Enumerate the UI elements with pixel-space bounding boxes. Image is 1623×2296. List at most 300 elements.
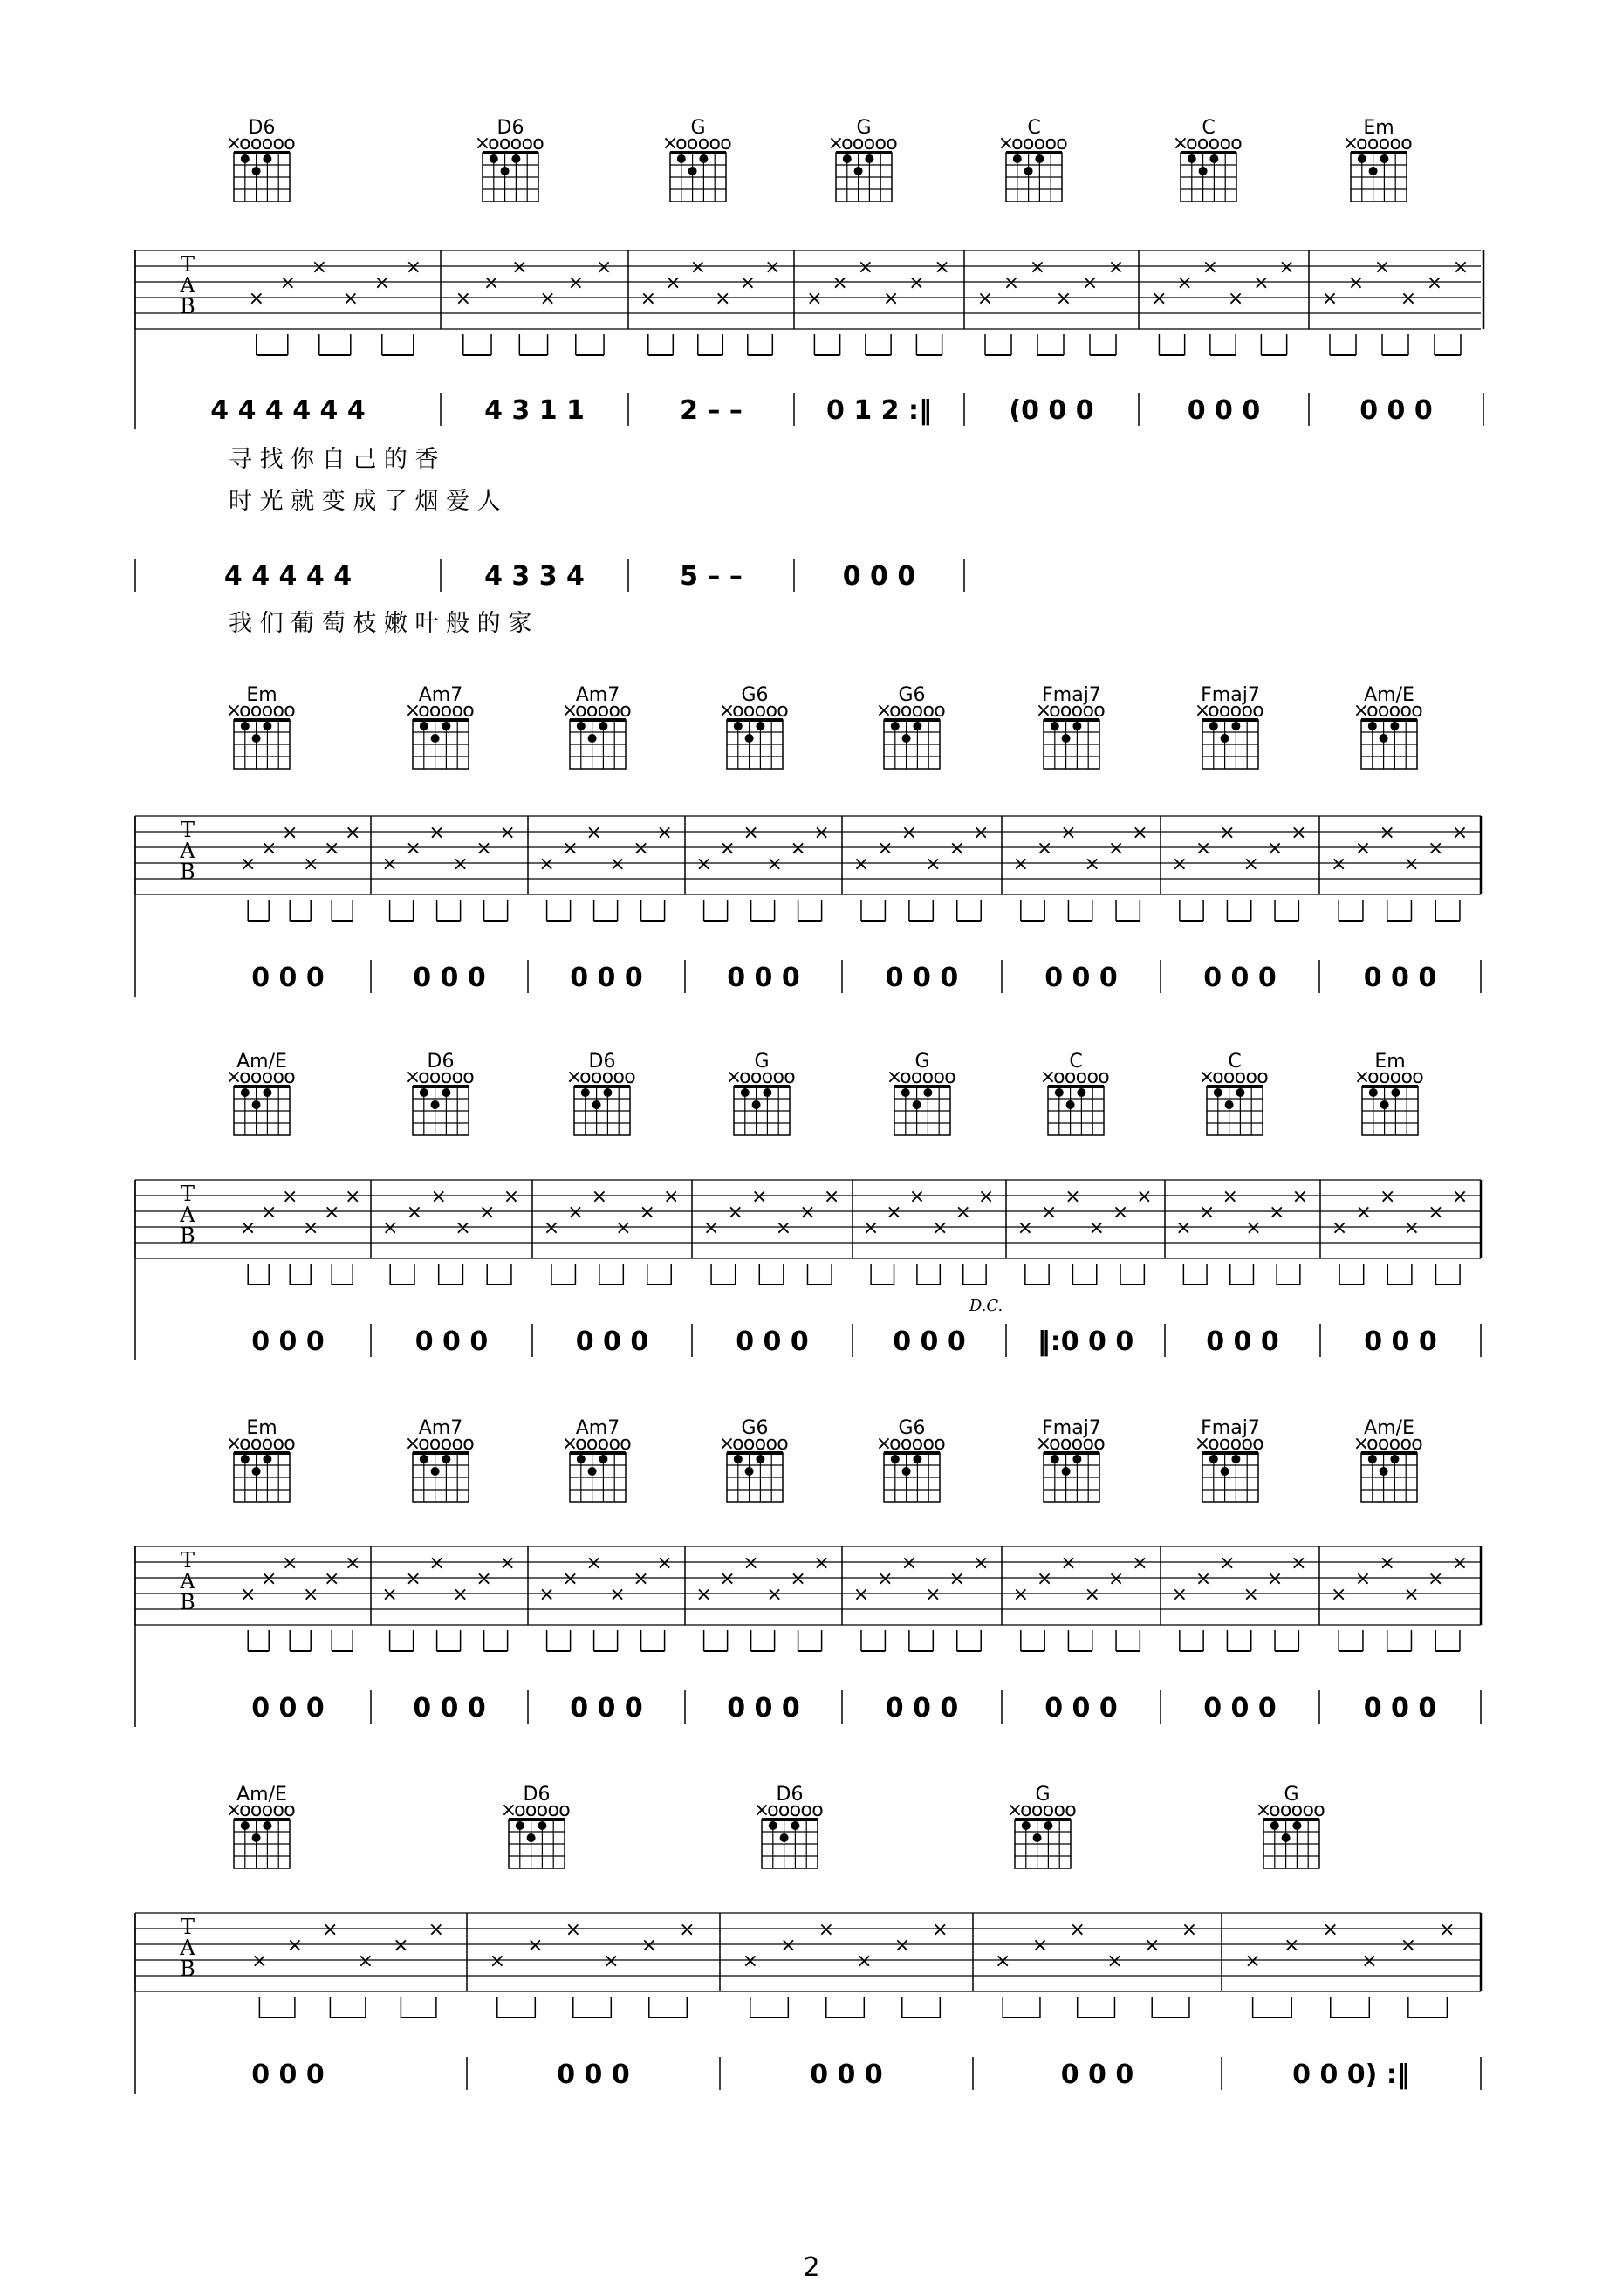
notation-measure: 0 0 0: [413, 963, 486, 993]
chord-dot: [1368, 1455, 1377, 1463]
tab-strum-mark: ×: [818, 1919, 835, 1941]
tab-strum-mark: ×: [976, 288, 994, 310]
chord-name: Fmaj7: [1042, 684, 1101, 706]
chord-dot: [263, 1088, 271, 1097]
chord-open-mark: o: [272, 1799, 284, 1821]
chord-diagram: [405, 1433, 475, 1502]
chord-dot: [1062, 734, 1071, 743]
chord-open-mark: o: [1208, 700, 1220, 722]
tab-strum-mark: ×: [281, 822, 298, 844]
chord-open-mark: o: [739, 1066, 751, 1088]
tab-strum-mark: ×: [1331, 1217, 1348, 1239]
chord-open-mark: o: [1098, 1066, 1110, 1088]
chord-dot: [431, 1467, 440, 1476]
tab-strum-mark: ×: [901, 1552, 918, 1574]
chord-open-mark: ×: [561, 700, 579, 722]
chord-diagram: [726, 1066, 796, 1135]
tab-strum-mark: ×: [1253, 272, 1270, 294]
tab-strum-mark: ×: [430, 1186, 447, 1208]
chord-diagram: [475, 133, 544, 202]
chord-open-mark: o: [1212, 1066, 1224, 1088]
tab-strum-mark: ×: [1403, 1217, 1421, 1239]
chord-diagram: [226, 1433, 296, 1502]
tab-strum-mark: ×: [281, 1186, 298, 1208]
chord-dot: [1209, 1455, 1218, 1463]
page-number: 2: [803, 2252, 820, 2283]
tab-strum-mark: ×: [1036, 838, 1053, 860]
chord-diagram: [1256, 1799, 1325, 1868]
chord-diagram: [405, 700, 475, 769]
tab-clef-letter: B: [180, 1957, 195, 1981]
notation-measure: 0 0 0: [1203, 963, 1277, 993]
chord-diagram: [226, 133, 296, 202]
tab-strum-mark: ×: [948, 1568, 965, 1590]
chord-open-mark: o: [777, 1433, 789, 1455]
tab-strum-mark: ×: [908, 272, 925, 294]
chord-diagram: [226, 1799, 296, 1868]
chord-name: G6: [898, 1417, 926, 1439]
chord-open-mark: o: [250, 1799, 263, 1821]
chord-open-mark: o: [1252, 700, 1264, 722]
tab-strum-mark: ×: [344, 822, 361, 844]
chord-open-mark: o: [428, 1433, 442, 1455]
tab-strum-mark: ×: [1219, 1552, 1236, 1574]
tab-strum-mark: ×: [478, 1202, 496, 1223]
chord-open-mark: o: [1093, 700, 1106, 722]
tab-strum-mark: ×: [1112, 1202, 1129, 1223]
chord-dot: [891, 1455, 900, 1463]
tab-strum-mark: ×: [251, 1950, 268, 1972]
chord-dot: [1072, 1455, 1081, 1463]
chord-diagram: [662, 133, 732, 202]
tab-strum-mark: ×: [1379, 1552, 1395, 1574]
chord-open-mark: o: [418, 700, 430, 722]
tab-strum-mark: ×: [615, 1217, 632, 1239]
chord-open-mark: o: [586, 1433, 599, 1455]
tab-clef-letter: T: [180, 818, 195, 842]
tab-strum-mark: ×: [1107, 257, 1125, 278]
chord-name: G: [1284, 1784, 1299, 1806]
chord-open-mark: o: [777, 700, 789, 722]
chord-open-mark: ×: [997, 133, 1015, 154]
chord-open-mark: o: [575, 700, 587, 722]
notation-measure: 0 0 0: [413, 1693, 486, 1724]
chord-open-mark: o: [284, 1066, 296, 1088]
tab-strum-mark: ×: [853, 1584, 870, 1606]
chord-open-mark: o: [1049, 700, 1061, 722]
tab-strum-mark: ×: [455, 288, 472, 310]
notation-measure: 0 0 0: [251, 963, 325, 993]
notation-measure: 0 0 0: [736, 1326, 809, 1357]
chord-open-mark: o: [575, 1433, 587, 1455]
chord-dot: [891, 722, 900, 730]
chord-open-mark: o: [451, 700, 463, 722]
chord-open-mark: o: [261, 1433, 274, 1455]
chord-open-mark: o: [1400, 700, 1412, 722]
tab-strum-mark: ×: [1065, 1186, 1081, 1208]
chord-dot: [1051, 1455, 1059, 1463]
tab-strum-mark: ×: [656, 1552, 673, 1574]
chord-open-mark: o: [863, 133, 876, 154]
chord-dot: [241, 1088, 250, 1097]
chord-open-mark: o: [613, 1066, 625, 1088]
chord-dot: [516, 1821, 524, 1830]
chord-dot: [913, 1100, 921, 1109]
chord-open-mark: o: [886, 133, 898, 154]
tab-strum-mark: ×: [1428, 1202, 1444, 1223]
tab-clef-letter: A: [180, 1203, 195, 1227]
chord-dot: [263, 154, 271, 163]
chord-open-mark: o: [720, 133, 732, 154]
tab-strum-mark: ×: [239, 1584, 257, 1606]
chord-open-mark: o: [1075, 1066, 1088, 1088]
tab-strum-mark: ×: [511, 257, 528, 278]
chord-open-mark: o: [709, 133, 721, 154]
tab-strum-mark: ×: [639, 1202, 655, 1223]
chord-diagram: [876, 700, 946, 769]
tab-strum-mark: ×: [894, 1935, 911, 1957]
chord-dot: [1199, 167, 1208, 175]
chord-dot: [1390, 1455, 1399, 1463]
notation-measure: 5 – –: [680, 561, 743, 592]
chord-dot: [1055, 1088, 1064, 1097]
tab-strum-mark: ×: [813, 822, 830, 844]
chord-open-mark: o: [1366, 1433, 1379, 1455]
numbered-notation-row: [251, 960, 1481, 993]
chord-open-mark: o: [462, 1066, 475, 1088]
chord-open-mark: o: [1234, 1066, 1247, 1088]
chord-name: Am/E: [1364, 684, 1414, 706]
tab-strum-mark: ×: [766, 853, 783, 875]
tab-strum-mark: ×: [405, 257, 422, 278]
tab-strum-mark: ×: [483, 272, 500, 294]
chord-diagram: [754, 1799, 824, 1868]
chord-open-mark: ×: [225, 1433, 243, 1455]
chord-open-mark: ×: [875, 1433, 893, 1455]
chord-dot: [1225, 1100, 1234, 1109]
tab-strum-mark: ×: [1330, 853, 1347, 875]
tab-strum-mark: ×: [248, 288, 265, 310]
numbered-notation-row: [251, 1324, 1481, 1357]
chord-open-mark: o: [239, 1433, 251, 1455]
notation-measure: 0 0 0) :‖: [1292, 2060, 1410, 2090]
chord-diagram: [1353, 1433, 1423, 1502]
tab-strum-mark: ×: [1017, 1217, 1034, 1239]
notation-measure: 0 1 2 :‖: [826, 395, 932, 426]
tab-strum-mark: ×: [281, 1552, 298, 1574]
notation-measure: 0 0 0: [414, 1326, 489, 1357]
chord-name: G6: [741, 684, 769, 706]
chord-open-mark: o: [597, 700, 610, 722]
chord-open-mark: o: [418, 1066, 430, 1088]
notation-measure: 0 0 0: [1187, 395, 1261, 426]
tab-strum-mark: ×: [567, 1202, 584, 1223]
chord-open-mark: ×: [1342, 133, 1359, 154]
chord-name: D6: [248, 117, 276, 139]
tab-strum-mark: ×: [1055, 288, 1072, 310]
chord-open-mark: o: [1388, 1433, 1401, 1455]
chord-dot: [1231, 1455, 1240, 1463]
tab-strum-mark: ×: [527, 1935, 544, 1957]
tab-strum-mark: ×: [286, 1935, 304, 1957]
chord-open-mark: o: [911, 1433, 924, 1455]
chord-open-mark: ×: [404, 700, 421, 722]
chord-name: G: [914, 1051, 930, 1073]
chord-open-mark: ×: [565, 1066, 583, 1088]
tab-clef-letter: A: [180, 1936, 195, 1960]
chord-open-mark: o: [250, 700, 263, 722]
chord-open-mark: o: [239, 1066, 251, 1088]
chord-open-mark: ×: [404, 1433, 421, 1455]
chord-open-mark: o: [1222, 1066, 1236, 1088]
tab-strum-mark: ×: [853, 853, 870, 875]
chord-open-mark: o: [900, 700, 913, 722]
chord-dot: [252, 1100, 261, 1109]
tab-strum-mark: ×: [476, 838, 492, 860]
tab-strum-mark: ×: [538, 853, 555, 875]
chord-dot: [1380, 1100, 1389, 1109]
notation-measure: 0 0 0: [810, 2060, 883, 2090]
chord-dot: [1292, 1821, 1301, 1830]
chord-dot: [1391, 1088, 1400, 1097]
tab-strum-mark: ×: [665, 272, 681, 294]
chord-open-mark: o: [1229, 700, 1243, 722]
chord-open-mark: ×: [1035, 700, 1052, 722]
notation-measure: 0 0 0: [1044, 1693, 1118, 1724]
tab-strum-mark: ×: [640, 1935, 658, 1957]
chord-open-mark: o: [624, 1066, 636, 1088]
chord-open-mark: ×: [661, 133, 679, 154]
tab-strum-mark: ×: [1171, 853, 1188, 875]
tab-strum-mark: ×: [1427, 1568, 1444, 1590]
chord-name: D6: [588, 1051, 616, 1073]
lyrics: [229, 446, 531, 637]
chord-open-mark: o: [1219, 133, 1231, 154]
tab-strum-mark: ×: [543, 1217, 560, 1239]
chord-dot: [1221, 1467, 1229, 1476]
chord-dot: [756, 1455, 764, 1463]
chord-diagram: [1040, 1066, 1110, 1135]
chord-diagram: [1195, 700, 1264, 769]
chord-open-mark: o: [1082, 700, 1094, 722]
tab-strum-mark: ×: [476, 1568, 492, 1590]
chord-dot: [420, 722, 428, 730]
chord-dot: [688, 167, 697, 175]
tab-clef-letter: T: [180, 1182, 195, 1206]
chord-open-mark: o: [777, 1799, 791, 1821]
tab-strum-mark: ×: [1060, 1552, 1077, 1574]
tab-strum-mark: ×: [1243, 853, 1259, 875]
notation-measure: 0 0 0: [727, 963, 800, 993]
chord-open-mark: o: [272, 1066, 284, 1088]
chord-diagram: [226, 700, 296, 769]
tab-strum-mark: ×: [1181, 1919, 1198, 1941]
notation-measure: 0 0 0: [1203, 1693, 1277, 1724]
tab-strum-mark: ×: [780, 1935, 797, 1957]
chord-open-mark: o: [765, 700, 777, 722]
chord-open-mark: ×: [718, 700, 736, 722]
chord-open-mark: o: [590, 1066, 603, 1088]
chord-open-mark: o: [261, 1799, 274, 1821]
chord-dot: [1369, 1088, 1378, 1097]
chord-dot: [252, 167, 261, 175]
chord-dot: [769, 1821, 777, 1830]
score-system: [135, 684, 1481, 997]
chord-open-mark: o: [1356, 133, 1368, 154]
chord-open-mark: o: [239, 1799, 251, 1821]
tab-strum-mark: ×: [1380, 1186, 1396, 1208]
tab-strum-mark: ×: [1060, 822, 1077, 844]
chord-name: Em: [1374, 1051, 1406, 1073]
chord-dot: [1368, 722, 1377, 730]
tab-strum-mark: ×: [640, 288, 657, 310]
chord-open-mark: o: [1208, 1433, 1220, 1455]
chord-open-mark: o: [1022, 133, 1035, 154]
tab-strum-mark: ×: [877, 838, 894, 860]
notation-measure: 0 0 0: [885, 1693, 959, 1724]
tab-strum-mark: ×: [799, 1202, 816, 1223]
tab-strum-mark: ×: [813, 1552, 830, 1574]
chord-open-mark: o: [1218, 1433, 1231, 1455]
chord-dot: [1072, 722, 1081, 730]
chord-open-mark: o: [675, 133, 688, 154]
tab-strum-mark: ×: [538, 1584, 555, 1606]
chord-dot: [1035, 154, 1044, 163]
chord-open-mark: o: [800, 1799, 812, 1821]
chord-open-mark: o: [1389, 133, 1401, 154]
chord-open-mark: o: [1186, 133, 1198, 154]
tab-strum-mark: ×: [1400, 1935, 1417, 1957]
tab-strum-mark: ×: [925, 1584, 942, 1606]
notation-measure: 4 3 3 4: [484, 561, 585, 592]
tab-clef-letter: B: [180, 860, 195, 884]
tab-strum-mark: ×: [428, 1919, 445, 1941]
notation-measure: 0 0 0: [575, 1326, 649, 1357]
chord-dot: [241, 1821, 250, 1830]
notation-measure: 0 0 0: [251, 1693, 325, 1724]
notation-measure: 4 3 1 1: [484, 395, 585, 426]
chord-open-mark: o: [1269, 1799, 1281, 1821]
chord-open-mark: ×: [1035, 1433, 1052, 1455]
notation-measure: 0 0 0: [1363, 963, 1437, 993]
tab-strum-mark: ×: [743, 1552, 759, 1574]
chord-open-mark: o: [524, 1799, 538, 1821]
tab-strum-mark: ×: [1081, 272, 1099, 294]
chord-diagram: [562, 700, 632, 769]
tab-strum-mark: ×: [428, 822, 445, 844]
tab-strum-mark: ×: [932, 1919, 948, 1941]
chord-open-mark: o: [1196, 133, 1209, 154]
notation-measure: 0 0 0: [1359, 395, 1433, 426]
tab-clef-letter: T: [180, 1548, 195, 1573]
chord-open-mark: ×: [500, 1799, 517, 1821]
tab-strum-mark: ×: [452, 1584, 469, 1606]
chord-name: C: [1202, 117, 1216, 139]
chord-dot: [1380, 734, 1388, 743]
tab-strum-mark: ×: [1195, 838, 1212, 860]
tab-strum-mark: ×: [775, 1217, 792, 1239]
tab-clef-letter: A: [180, 1569, 195, 1593]
tab-clef-letter: B: [180, 1223, 195, 1248]
chord-dot: [263, 1821, 271, 1830]
tab-strum-mark: ×: [1266, 1568, 1284, 1590]
chord-open-mark: o: [889, 1433, 901, 1455]
chord-open-mark: o: [239, 700, 251, 722]
chord-dot: [588, 1467, 597, 1476]
tab-strum-mark: ×: [381, 1217, 399, 1239]
tab-strum-mark: ×: [764, 257, 781, 278]
chord-dot: [699, 154, 708, 163]
tab-strum-mark: ×: [1361, 1950, 1378, 1972]
chord-open-mark: o: [586, 700, 599, 722]
chord-open-mark: o: [1245, 1066, 1257, 1088]
chord-name: G: [1035, 1784, 1051, 1806]
tab-strum-mark: ×: [1176, 272, 1193, 294]
chord-open-mark: ×: [561, 1433, 579, 1455]
tab-strum-mark: ×: [562, 1568, 579, 1590]
tab-strum-mark: ×: [662, 1186, 680, 1208]
tab-strum-mark: ×: [1278, 257, 1295, 278]
chord-open-mark: o: [732, 1433, 744, 1455]
chord-open-mark: o: [284, 1433, 296, 1455]
chord-dot: [1231, 722, 1240, 730]
tab-clef-letter: T: [180, 252, 195, 277]
chord-dot: [511, 154, 520, 163]
tab-strum-mark: ×: [603, 1950, 620, 1972]
chord-dot: [1066, 1100, 1075, 1109]
chord-open-mark: o: [284, 700, 296, 722]
chord-open-mark: ×: [225, 1799, 243, 1821]
tab-strum-mark: ×: [877, 1568, 894, 1590]
chord-open-mark: o: [440, 1433, 453, 1455]
tab-strum-mark: ×: [452, 853, 469, 875]
tab-strum-mark: ×: [342, 288, 360, 310]
chord-open-mark: o: [1056, 133, 1068, 154]
chord-diagram: [828, 133, 898, 202]
chord-name: C: [1027, 117, 1041, 139]
notation-measure: 0 0 0: [570, 963, 643, 993]
chord-diagram: [887, 1066, 956, 1135]
notation-measure: ‖:0 0 0: [1037, 1326, 1134, 1357]
tab-strum-mark: ×: [1202, 257, 1219, 278]
chord-diagram: [1354, 1066, 1424, 1135]
notation-measure: 0 0 0: [1060, 2060, 1134, 2090]
chord-dot: [745, 1467, 754, 1476]
chord-open-mark: o: [812, 1799, 824, 1821]
chord-open-mark: o: [428, 1066, 442, 1088]
tab-strum-mark: ×: [591, 1186, 608, 1208]
chord-open-mark: o: [261, 1066, 274, 1088]
tab-strum-mark: ×: [1227, 288, 1244, 310]
tab-strum-mark: ×: [503, 1186, 520, 1208]
chord-dot: [1051, 722, 1059, 730]
chord-name: G6: [898, 684, 926, 706]
tab-strum-mark: ×: [595, 257, 613, 278]
chord-dot: [1358, 154, 1366, 163]
notation-measure: 0 0 0: [557, 2060, 630, 2090]
chord-open-mark: o: [451, 1066, 463, 1088]
tab-strum-mark: ×: [586, 1552, 602, 1574]
tab-strum-mark: ×: [1084, 1584, 1100, 1606]
chord-dot: [913, 722, 921, 730]
tab-strum-mark: ×: [948, 838, 965, 860]
tab-strum-mark: ×: [806, 288, 823, 310]
chord-open-mark: o: [597, 1433, 610, 1455]
notation-measure: 0 0 0: [1044, 963, 1118, 993]
chord-open-mark: o: [1064, 1066, 1077, 1088]
tab-strum-mark: ×: [539, 288, 556, 310]
tab-strum-mark: ×: [567, 272, 585, 294]
